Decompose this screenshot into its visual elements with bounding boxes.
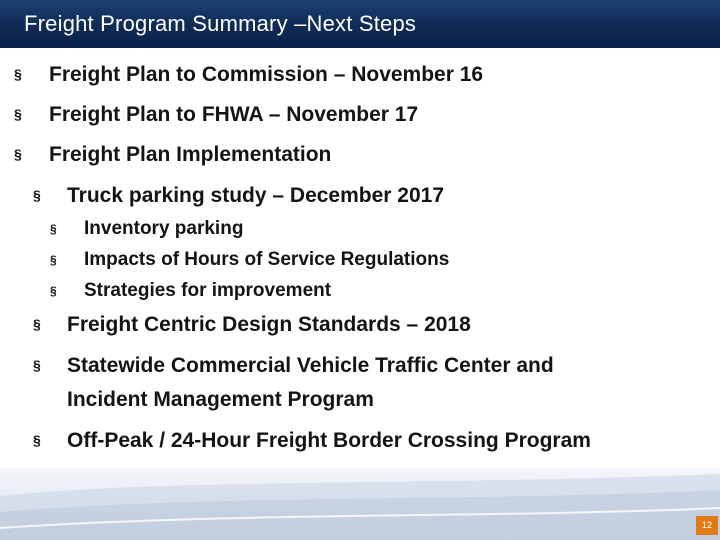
bullet-marker: §	[33, 316, 41, 332]
bullet-text: Freight Plan Implementation	[49, 143, 332, 166]
bullet-marker: §	[14, 106, 22, 122]
bullet-marker: §	[50, 253, 57, 267]
bullet-marker: §	[50, 284, 57, 298]
bullet-text: Freight Plan to FHWA – November 17	[49, 103, 419, 126]
page-number-badge: 12	[696, 516, 718, 535]
bullet-text: Off-Peak / 24-Hour Freight Border Crossing Program	[67, 429, 591, 452]
bullet-marker: §	[14, 66, 22, 82]
bullet-marker: §	[50, 222, 57, 236]
bullet-marker: §	[14, 146, 22, 162]
bullet-marker: §	[33, 357, 41, 373]
bullet-marker: §	[33, 187, 41, 203]
bullet-text: Truck parking study – December 2017	[67, 184, 445, 207]
bullet-text: Impacts of Hours of Service Regulations	[84, 249, 450, 270]
bullet-text: Strategies for improvement	[84, 280, 332, 301]
bullet-text: Statewide Commercial Vehicle Traffic Center and	[67, 354, 554, 377]
bullet-text: Inventory parking	[84, 218, 244, 239]
bullet-text: Freight Centric Design Standards – 2018	[67, 313, 471, 336]
footer-swoosh	[0, 468, 720, 540]
bullet-text-continued: Incident Management Program	[67, 388, 374, 411]
bullet-marker: §	[33, 432, 41, 448]
bullet-text: Freight Plan to Commission – November 16	[49, 63, 484, 86]
footer-band	[0, 468, 720, 540]
title-bar	[0, 0, 720, 48]
slide-content	[0, 48, 720, 468]
slide-title: Freight Program Summary –Next Steps	[24, 11, 417, 36]
